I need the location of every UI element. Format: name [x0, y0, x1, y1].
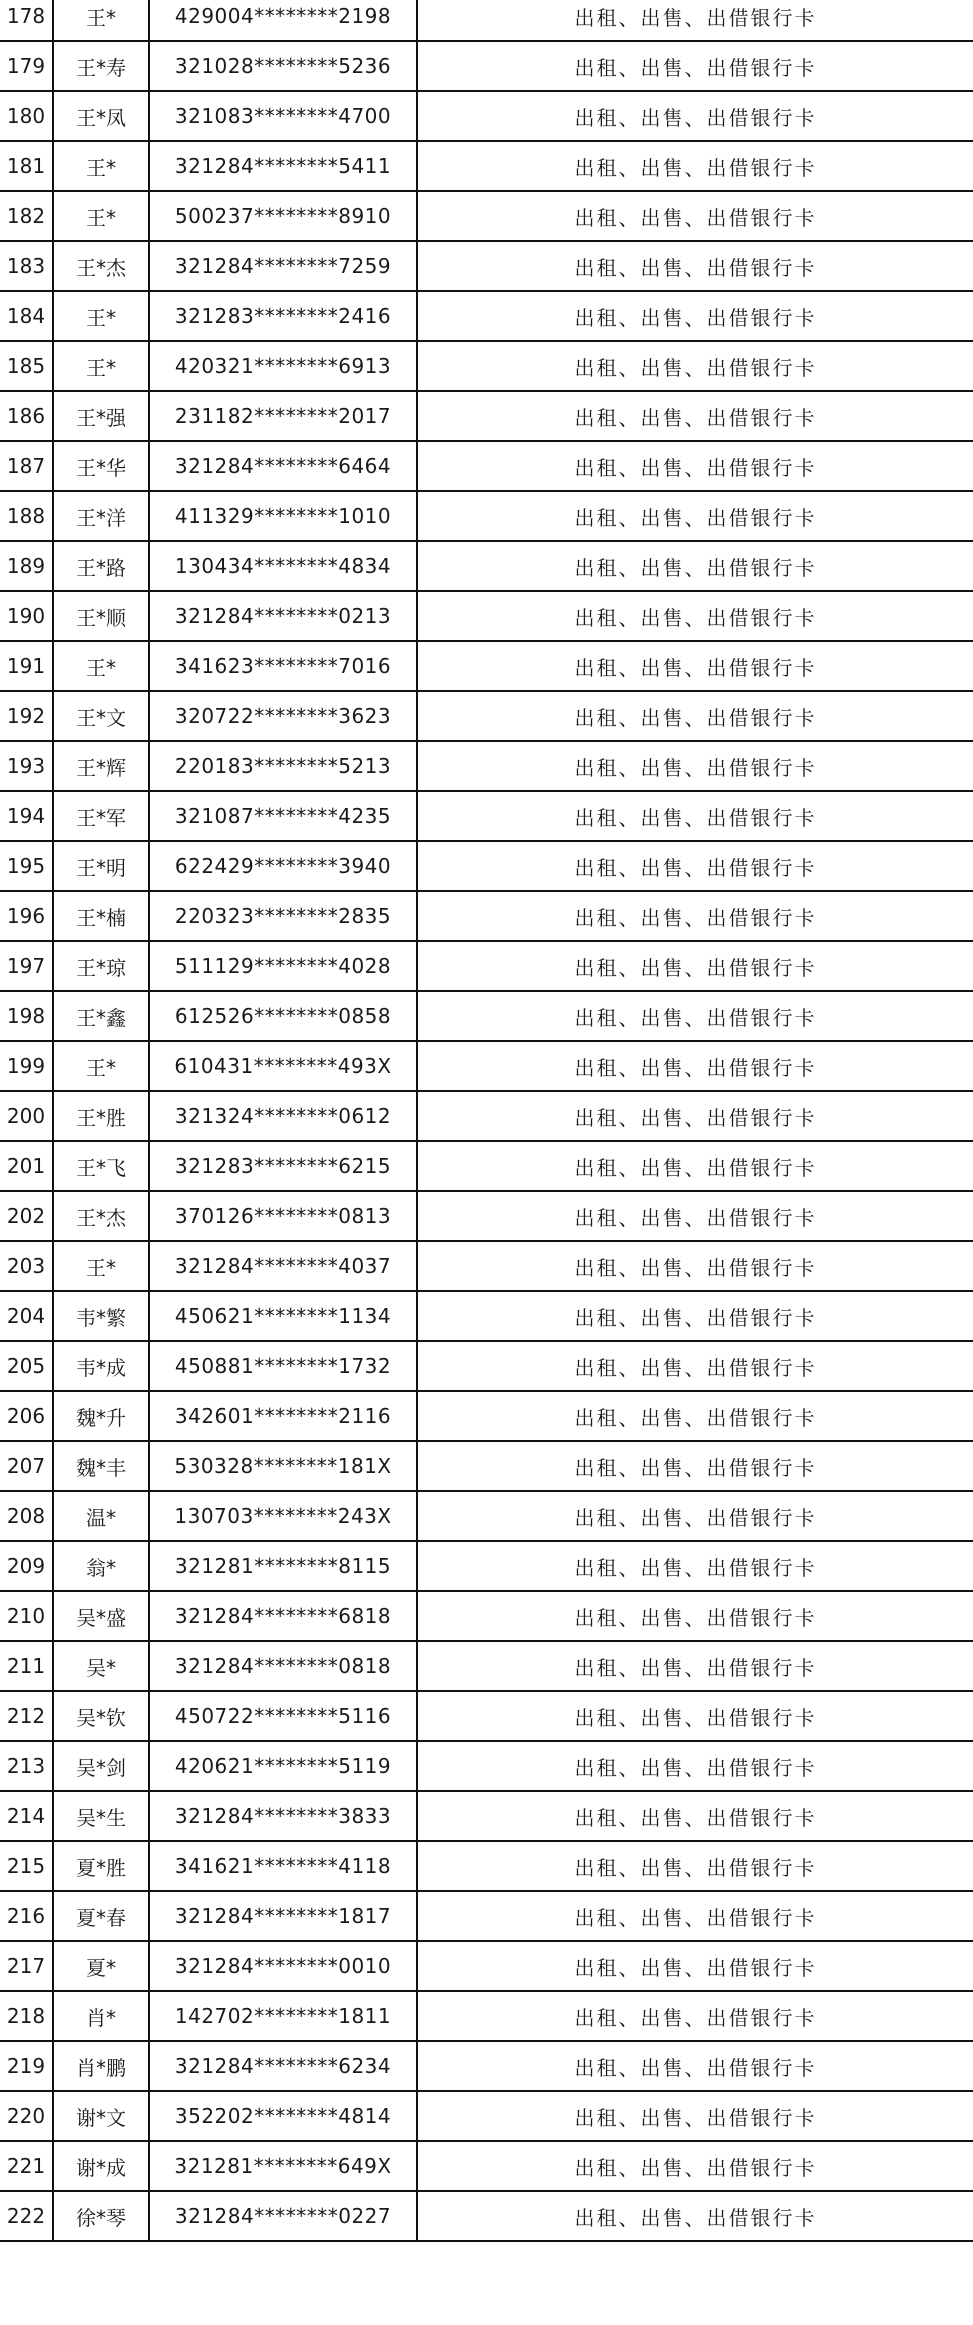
table-row — [0, 641, 973, 691]
row-number-cell: 210 — [0, 1591, 53, 1641]
row-number-cell: 205 — [0, 1341, 53, 1391]
id-number-cell: 352202********4814 — [149, 2091, 417, 2141]
row-number-cell: 204 — [0, 1291, 53, 1341]
id-number-cell: 321284********6234 — [149, 2041, 417, 2091]
id-number-cell: 321284********7259 — [149, 241, 417, 291]
name-cell: 王*杰 — [53, 1191, 149, 1241]
id-number-cell: 450722********5116 — [149, 1691, 417, 1741]
name-cell: 翁* — [53, 1541, 149, 1591]
name-cell: 吴*钦 — [53, 1691, 149, 1741]
reason-cell: 出租、出售、出借银行卡 — [417, 1891, 973, 1941]
name-cell: 韦*成 — [53, 1341, 149, 1391]
id-number-cell: 420321********6913 — [149, 341, 417, 391]
reason-cell: 出租、出售、出借银行卡 — [417, 341, 973, 391]
table-row — [0, 1641, 973, 1691]
name-cell: 王* — [53, 1041, 149, 1091]
id-number-cell: 321284********0010 — [149, 1941, 417, 1991]
table-row — [0, 2191, 973, 2241]
reason-cell: 出租、出售、出借银行卡 — [417, 1791, 973, 1841]
row-number-cell: 202 — [0, 1191, 53, 1241]
table-row — [0, 1941, 973, 1991]
row-number-cell: 192 — [0, 691, 53, 741]
name-cell: 王*华 — [53, 441, 149, 491]
id-number-cell: 321284********6818 — [149, 1591, 417, 1641]
name-cell: 谢*成 — [53, 2141, 149, 2191]
id-number-cell: 321283********2416 — [149, 291, 417, 341]
reason-cell: 出租、出售、出借银行卡 — [417, 891, 973, 941]
row-number-cell: 219 — [0, 2041, 53, 2091]
id-number-cell: 500237********8910 — [149, 191, 417, 241]
reason-cell: 出租、出售、出借银行卡 — [417, 741, 973, 791]
row-number-cell: 199 — [0, 1041, 53, 1091]
table-row — [0, 991, 973, 1041]
reason-cell: 出租、出售、出借银行卡 — [417, 2141, 973, 2191]
row-number-cell: 212 — [0, 1691, 53, 1741]
table-row — [0, 2041, 973, 2091]
id-number-cell: 341621********4118 — [149, 1841, 417, 1891]
name-cell: 王*顺 — [53, 591, 149, 641]
table-row — [0, 591, 973, 641]
name-cell: 韦*繁 — [53, 1291, 149, 1341]
name-cell: 王*鑫 — [53, 991, 149, 1041]
id-number-cell: 342601********2116 — [149, 1391, 417, 1441]
id-number-cell: 321284********6464 — [149, 441, 417, 491]
name-cell: 吴*剑 — [53, 1741, 149, 1791]
id-number-cell: 220323********2835 — [149, 891, 417, 941]
row-number-cell: 217 — [0, 1941, 53, 1991]
row-number-cell: 188 — [0, 491, 53, 541]
row-number-cell: 220 — [0, 2091, 53, 2141]
table-row — [0, 1991, 973, 2041]
row-number-cell: 206 — [0, 1391, 53, 1441]
table-row — [0, 291, 973, 341]
name-cell: 肖*鹏 — [53, 2041, 149, 2091]
table-row — [0, 191, 973, 241]
table-row — [0, 691, 973, 741]
table-row — [0, 1191, 973, 1241]
row-number-cell: 193 — [0, 741, 53, 791]
table-row — [0, 741, 973, 791]
name-cell: 王*路 — [53, 541, 149, 591]
id-number-cell: 231182********2017 — [149, 391, 417, 441]
reason-cell: 出租、出售、出借银行卡 — [417, 191, 973, 241]
reason-cell: 出租、出售、出借银行卡 — [417, 1841, 973, 1891]
row-number-cell: 216 — [0, 1891, 53, 1941]
table-row — [0, 1591, 973, 1641]
table-row — [0, 1391, 973, 1441]
table-row — [0, 141, 973, 191]
table-row — [0, 341, 973, 391]
id-number-cell: 321087********4235 — [149, 791, 417, 841]
name-cell: 王* — [53, 341, 149, 391]
name-cell: 王* — [53, 141, 149, 191]
row-number-cell: 187 — [0, 441, 53, 491]
id-number-cell: 450621********1134 — [149, 1291, 417, 1341]
id-number-cell: 321284********4037 — [149, 1241, 417, 1291]
row-number-cell: 207 — [0, 1441, 53, 1491]
reason-cell: 出租、出售、出借银行卡 — [417, 1941, 973, 1991]
id-number-cell: 610431********493X — [149, 1041, 417, 1091]
reason-cell: 出租、出售、出借银行卡 — [417, 1391, 973, 1441]
name-cell: 谢*文 — [53, 2091, 149, 2141]
table-row — [0, 1691, 973, 1741]
name-cell: 王* — [53, 1241, 149, 1291]
table-row — [0, 41, 973, 91]
table-row — [0, 491, 973, 541]
reason-cell: 出租、出售、出借银行卡 — [417, 2191, 973, 2241]
name-cell: 王*强 — [53, 391, 149, 441]
name-cell: 王*飞 — [53, 1141, 149, 1191]
row-number-cell: 185 — [0, 341, 53, 391]
id-number-cell: 321083********4700 — [149, 91, 417, 141]
reason-cell: 出租、出售、出借银行卡 — [417, 391, 973, 441]
name-cell: 王*明 — [53, 841, 149, 891]
id-number-cell: 530328********181X — [149, 1441, 417, 1491]
id-number-cell: 411329********1010 — [149, 491, 417, 541]
table-row — [0, 1441, 973, 1491]
row-number-cell: 197 — [0, 941, 53, 991]
id-number-cell: 320722********3623 — [149, 691, 417, 741]
table-row — [0, 391, 973, 441]
id-number-cell: 612526********0858 — [149, 991, 417, 1041]
name-cell: 夏* — [53, 1941, 149, 1991]
row-number-cell: 222 — [0, 2191, 53, 2241]
row-number-cell: 200 — [0, 1091, 53, 1141]
reason-cell: 出租、出售、出借银行卡 — [417, 91, 973, 141]
name-cell: 王*杰 — [53, 241, 149, 291]
row-number-cell: 189 — [0, 541, 53, 591]
table-row — [0, 1291, 973, 1341]
reason-cell: 出租、出售、出借银行卡 — [417, 41, 973, 91]
name-cell: 王*洋 — [53, 491, 149, 541]
table-row — [0, 891, 973, 941]
reason-cell: 出租、出售、出借银行卡 — [417, 2041, 973, 2091]
id-number-cell: 321284********0227 — [149, 2191, 417, 2241]
reason-cell: 出租、出售、出借银行卡 — [417, 791, 973, 841]
reason-cell: 出租、出售、出借银行卡 — [417, 0, 973, 41]
reason-cell: 出租、出售、出借银行卡 — [417, 491, 973, 541]
name-cell: 王*文 — [53, 691, 149, 741]
id-number-cell: 321281********8115 — [149, 1541, 417, 1591]
name-cell: 魏*丰 — [53, 1441, 149, 1491]
table-row — [0, 1241, 973, 1291]
name-cell: 夏*春 — [53, 1891, 149, 1941]
reason-cell: 出租、出售、出借银行卡 — [417, 241, 973, 291]
row-number-cell: 201 — [0, 1141, 53, 1191]
reason-cell: 出租、出售、出借银行卡 — [417, 1141, 973, 1191]
table-row — [0, 1141, 973, 1191]
table-row — [0, 1091, 973, 1141]
row-number-cell: 178 — [0, 0, 53, 41]
reason-cell: 出租、出售、出借银行卡 — [417, 691, 973, 741]
id-number-cell: 511129********4028 — [149, 941, 417, 991]
row-number-cell: 180 — [0, 91, 53, 141]
name-cell: 王*楠 — [53, 891, 149, 941]
name-cell: 王* — [53, 291, 149, 341]
name-cell: 肖* — [53, 1991, 149, 2041]
table-row — [0, 941, 973, 991]
reason-cell: 出租、出售、出借银行卡 — [417, 441, 973, 491]
table-row — [0, 1791, 973, 1841]
reason-cell: 出租、出售、出借银行卡 — [417, 591, 973, 641]
row-number-cell: 209 — [0, 1541, 53, 1591]
table-row — [0, 2091, 973, 2141]
row-number-cell: 186 — [0, 391, 53, 441]
row-number-cell: 182 — [0, 191, 53, 241]
table-row — [0, 791, 973, 841]
name-cell: 王* — [53, 191, 149, 241]
id-number-cell: 370126********0813 — [149, 1191, 417, 1241]
table-row — [0, 91, 973, 141]
name-cell: 王*军 — [53, 791, 149, 841]
name-cell: 吴*盛 — [53, 1591, 149, 1641]
reason-cell: 出租、出售、出借银行卡 — [417, 1741, 973, 1791]
id-number-cell: 130703********243X — [149, 1491, 417, 1541]
row-number-cell: 183 — [0, 241, 53, 291]
reason-cell: 出租、出售、出借银行卡 — [417, 2091, 973, 2141]
row-number-cell: 221 — [0, 2141, 53, 2191]
row-number-cell: 198 — [0, 991, 53, 1041]
name-cell: 王* — [53, 641, 149, 691]
name-cell: 吴* — [53, 1641, 149, 1691]
row-number-cell: 184 — [0, 291, 53, 341]
id-number-cell: 321283********6215 — [149, 1141, 417, 1191]
id-number-cell: 321281********649X — [149, 2141, 417, 2191]
id-number-cell: 321324********0612 — [149, 1091, 417, 1141]
reason-cell: 出租、出售、出借银行卡 — [417, 641, 973, 691]
row-number-cell: 218 — [0, 1991, 53, 2041]
id-number-cell: 341623********7016 — [149, 641, 417, 691]
id-number-cell: 321284********3833 — [149, 1791, 417, 1841]
name-cell: 王*凤 — [53, 91, 149, 141]
row-number-cell: 211 — [0, 1641, 53, 1691]
reason-cell: 出租、出售、出借银行卡 — [417, 1291, 973, 1341]
table-row — [0, 1741, 973, 1791]
name-cell: 温* — [53, 1491, 149, 1541]
row-number-cell: 181 — [0, 141, 53, 191]
id-number-cell: 220183********5213 — [149, 741, 417, 791]
id-number-cell: 321028********5236 — [149, 41, 417, 91]
row-number-cell: 196 — [0, 891, 53, 941]
row-number-cell: 195 — [0, 841, 53, 891]
id-number-cell: 321284********5411 — [149, 141, 417, 191]
table-row — [0, 1341, 973, 1391]
table-row — [0, 1541, 973, 1591]
table-row — [0, 0, 973, 41]
name-cell: 徐*琴 — [53, 2191, 149, 2241]
name-cell: 夏*胜 — [53, 1841, 149, 1891]
reason-cell: 出租、出售、出借银行卡 — [417, 1241, 973, 1291]
row-number-cell: 213 — [0, 1741, 53, 1791]
table-row — [0, 2141, 973, 2191]
id-number-cell: 321284********0213 — [149, 591, 417, 641]
table-row — [0, 1491, 973, 1541]
reason-cell: 出租、出售、出借银行卡 — [417, 991, 973, 1041]
row-number-cell: 215 — [0, 1841, 53, 1891]
table-row — [0, 1041, 973, 1091]
row-number-cell: 214 — [0, 1791, 53, 1841]
reason-cell: 出租、出售、出借银行卡 — [417, 291, 973, 341]
reason-cell: 出租、出售、出借银行卡 — [417, 1591, 973, 1641]
reason-cell: 出租、出售、出借银行卡 — [417, 841, 973, 891]
id-number-cell: 450881********1732 — [149, 1341, 417, 1391]
id-number-cell: 622429********3940 — [149, 841, 417, 891]
table-row — [0, 1841, 973, 1891]
reason-cell: 出租、出售、出借银行卡 — [417, 1491, 973, 1541]
reason-cell: 出租、出售、出借银行卡 — [417, 141, 973, 191]
id-number-cell: 321284********0818 — [149, 1641, 417, 1691]
reason-cell: 出租、出售、出借银行卡 — [417, 1641, 973, 1691]
row-number-cell: 194 — [0, 791, 53, 841]
row-number-cell: 179 — [0, 41, 53, 91]
row-number-cell: 191 — [0, 641, 53, 691]
name-cell: 魏*升 — [53, 1391, 149, 1441]
id-number-cell: 420621********5119 — [149, 1741, 417, 1791]
reason-cell: 出租、出售、出借银行卡 — [417, 1441, 973, 1491]
id-number-cell: 429004********2198 — [149, 0, 417, 41]
reason-cell: 出租、出售、出借银行卡 — [417, 541, 973, 591]
table-row — [0, 841, 973, 891]
table-row — [0, 1891, 973, 1941]
reason-cell: 出租、出售、出借银行卡 — [417, 1041, 973, 1091]
row-number-cell: 203 — [0, 1241, 53, 1291]
reason-cell: 出租、出售、出借银行卡 — [417, 1541, 973, 1591]
id-number-cell: 321284********1817 — [149, 1891, 417, 1941]
row-number-cell: 208 — [0, 1491, 53, 1541]
table-row — [0, 541, 973, 591]
table-row — [0, 441, 973, 491]
reason-cell: 出租、出售、出借银行卡 — [417, 941, 973, 991]
name-cell: 王*寿 — [53, 41, 149, 91]
id-number-cell: 142702********1811 — [149, 1991, 417, 2041]
id-number-cell: 130434********4834 — [149, 541, 417, 591]
row-number-cell: 190 — [0, 591, 53, 641]
name-cell: 吴*生 — [53, 1791, 149, 1841]
name-cell: 王*胜 — [53, 1091, 149, 1141]
name-cell: 王*琼 — [53, 941, 149, 991]
reason-cell: 出租、出售、出借银行卡 — [417, 1091, 973, 1141]
reason-cell: 出租、出售、出借银行卡 — [417, 1191, 973, 1241]
name-cell: 王*辉 — [53, 741, 149, 791]
reason-cell: 出租、出售、出借银行卡 — [417, 1691, 973, 1741]
table-row — [0, 241, 973, 291]
reason-cell: 出租、出售、出借银行卡 — [417, 1341, 973, 1391]
name-cell: 王* — [53, 0, 149, 41]
reason-cell: 出租、出售、出借银行卡 — [417, 1991, 973, 2041]
